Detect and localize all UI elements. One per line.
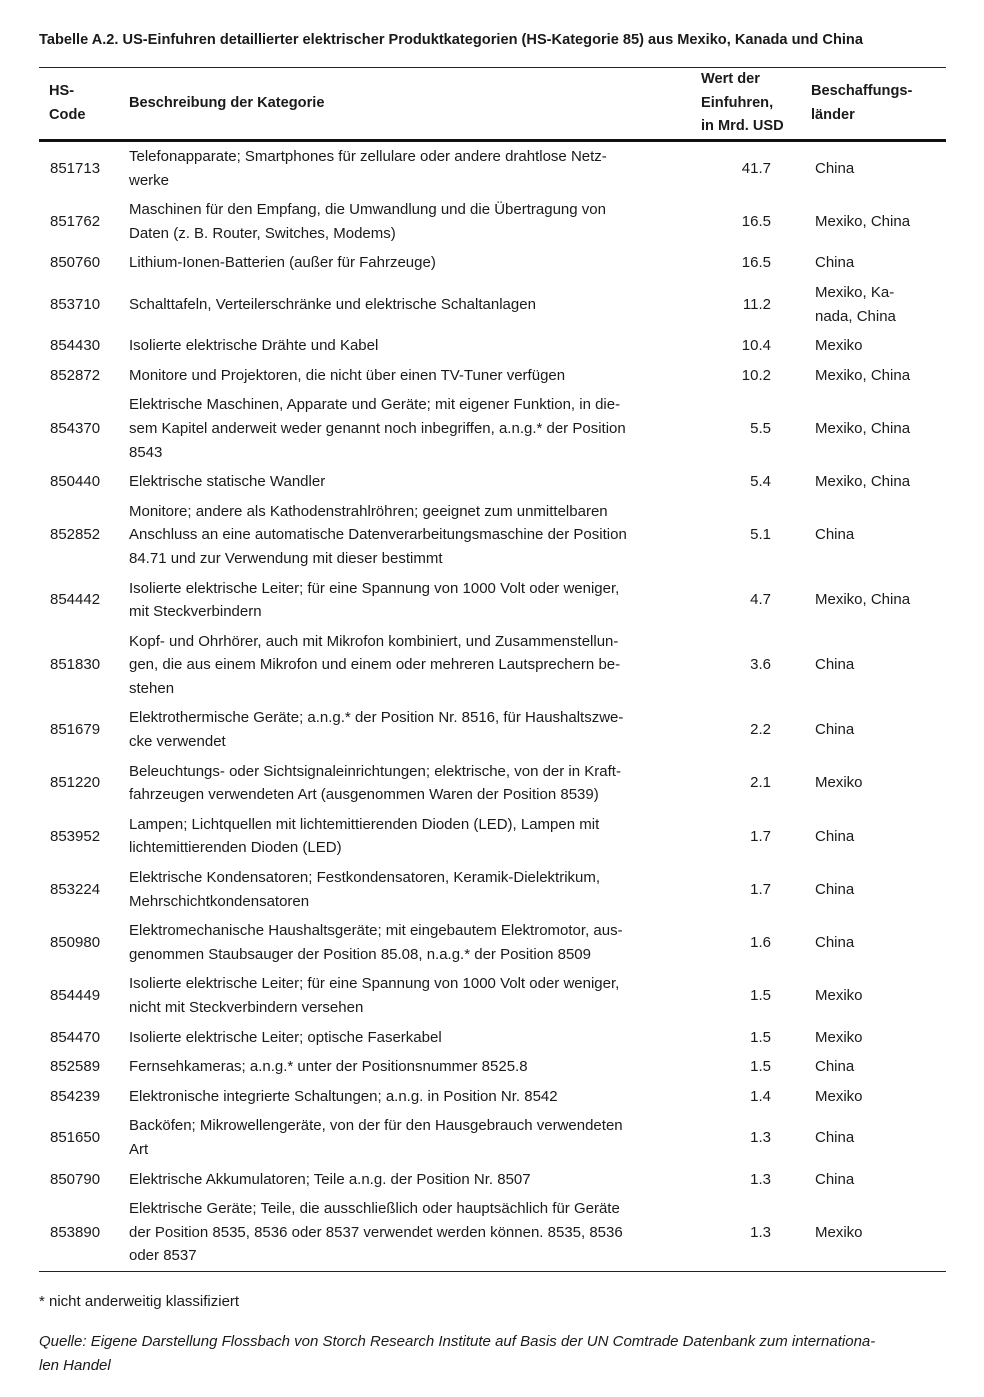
hs-code-cell: 854370	[50, 419, 101, 437]
table-row	[39, 574, 946, 627]
table-row	[39, 1052, 946, 1082]
source-countries-line: Mexiko	[815, 1223, 863, 1241]
description-cell	[119, 1023, 693, 1053]
source-countries-cell	[803, 331, 946, 361]
hs-code-cell: 851830	[50, 656, 101, 674]
description-cell	[119, 361, 693, 391]
table-row	[39, 390, 946, 467]
table-row	[39, 627, 946, 704]
source-countries-line: Mexiko	[815, 1087, 863, 1105]
description-line: Elektrische Geräte; Teile, die ausschließlich oder hauptsächlich für Geräte	[129, 1200, 620, 1218]
import-value-cell: 16.5	[741, 254, 771, 272]
table-row	[39, 810, 946, 863]
import-value-cell: 5.4	[750, 473, 771, 491]
source-note: Quelle: Eigene Darstellung Flossbach von Storch Research Institute auf Basis der UN Comtrade Datenbank zum internationa- len Handel	[39, 1333, 876, 1374]
source-countries-cell	[803, 390, 946, 467]
description-line: Isolierte elektrische Leiter; optische Faserkabel	[129, 1028, 442, 1046]
table-row	[39, 1082, 946, 1112]
source-countries-line: China	[815, 526, 855, 544]
description-line: Lithium-Ionen-Batterien (außer für Fahrzeuge)	[129, 254, 436, 272]
hs-code-cell: 854239	[50, 1087, 101, 1105]
description-line: Monitore; andere als Kathodenstrahlröhren; geeignet zum unmittelbaren	[129, 502, 608, 520]
import-value-cell: 1.7	[750, 880, 771, 898]
source-countries-line: Mexiko	[815, 987, 863, 1005]
description-line: Kopf- und Ohrhörer, auch mit Mikrofon kombiniert, und Zusammenstellun-	[129, 632, 619, 650]
source-countries-cell	[803, 1165, 946, 1195]
description-cell	[119, 863, 693, 916]
import-value-cell: 5.1	[750, 526, 771, 544]
import-value-cell: 1.6	[750, 934, 771, 952]
description-line: Isolierte elektrische Leiter; für eine Spannung von 1000 Volt oder weniger,	[129, 975, 620, 993]
import-value-cell: 1.4	[750, 1087, 771, 1105]
description-cell	[119, 810, 693, 863]
description-cell	[119, 195, 693, 248]
import-value-cell: 1.7	[750, 827, 771, 845]
table-row	[39, 916, 946, 969]
hs-code-cell: 854430	[50, 337, 101, 355]
hs-code-cell: 851713	[50, 159, 101, 177]
description-line: Isolierte elektrische Drähte und Kabel	[129, 337, 379, 355]
description-line: genommen Staubsauger der Position 85.08, n.a.g.* der Position 8509	[129, 945, 591, 963]
hs-code-cell: 851220	[50, 774, 101, 792]
source-countries-cell	[803, 1111, 946, 1164]
description-line: stehen	[129, 679, 175, 697]
table-row	[39, 278, 946, 331]
source-countries-cell	[803, 863, 946, 916]
description-line: Mehrschichtkondensatoren	[129, 892, 310, 910]
description-line: Elektrische Kondensatoren; Festkondensatoren, Keramik-Dielektrikum,	[129, 869, 601, 887]
description-line: lichtemittierenden Dioden (LED)	[129, 839, 342, 857]
description-line: werke	[129, 171, 170, 189]
table-container	[39, 67, 946, 1272]
description-line: oder 8537	[129, 1247, 197, 1265]
header-row	[39, 68, 946, 141]
import-value-cell: 1.5	[750, 1028, 771, 1046]
source-countries-cell	[803, 1194, 946, 1271]
description-cell	[119, 497, 693, 574]
table-row	[39, 195, 946, 248]
source-countries-cell	[803, 1052, 946, 1082]
source-countries-line: China	[815, 159, 855, 177]
description-line: der Position 8535, 8536 oder 8537 verwendet werden können. 8535, 8536	[129, 1223, 623, 1241]
source-countries-cell	[803, 969, 946, 1022]
description-cell	[119, 390, 693, 467]
source-countries-cell	[803, 195, 946, 248]
header-sources: Beschaffungs- länder	[803, 68, 946, 141]
source-countries-cell	[803, 574, 946, 627]
import-value-cell: 10.4	[741, 337, 771, 355]
hs-code-cell: 854470	[50, 1028, 101, 1046]
source-countries-line: Mexiko, China	[815, 212, 911, 230]
description-line: Fernsehkameras; a.n.g.* unter der Positionsnummer 8525.8	[129, 1058, 528, 1076]
description-line: 8543	[129, 443, 163, 461]
description-cell	[119, 916, 693, 969]
description-cell	[119, 141, 693, 196]
hs-code-cell: 854449	[50, 987, 101, 1005]
description-line: cke verwendet	[129, 733, 226, 751]
source-countries-line: China	[815, 1170, 855, 1188]
source-countries-line: Mexiko, Ka-	[815, 283, 895, 301]
source-countries-line: China	[815, 656, 855, 674]
table-body	[39, 141, 946, 1272]
source-countries-line: Mexiko, China	[815, 366, 911, 384]
import-value-cell: 3.6	[750, 656, 771, 674]
description-cell	[119, 574, 693, 627]
description-line: Isolierte elektrische Leiter; für eine Spannung von 1000 Volt oder weniger,	[129, 579, 620, 597]
table-row	[39, 497, 946, 574]
description-cell	[119, 1194, 693, 1271]
description-line: 84.71 und zur Verwendung mit dieser bestimmt	[129, 549, 443, 567]
table-row	[39, 703, 946, 756]
source-countries-cell	[803, 467, 946, 497]
description-line: Lampen; Lichtquellen mit lichtemittierenden Dioden (LED), Lampen mit	[129, 815, 600, 833]
import-value-cell: 1.3	[750, 1170, 771, 1188]
description-line: Beleuchtungs- oder Sichtsignaleinrichtungen; elektrische, von der in Kraft-	[129, 762, 621, 780]
footnote: * nicht anderweitig klassifiziert	[39, 1293, 240, 1310]
source-countries-cell	[803, 757, 946, 810]
hs-code-cell: 853224	[50, 880, 101, 898]
description-cell	[119, 1165, 693, 1195]
description-line: fahrzeugen verwendeten Art (ausgenommen Waren der Position 8539)	[129, 786, 599, 804]
import-value-cell: 2.2	[750, 721, 771, 739]
source-countries-cell	[803, 248, 946, 278]
hs-code-cell: 850980	[50, 934, 101, 952]
description-line: gen, die aus einem Mikrofon und einem oder mehreren Lautsprechern be-	[129, 656, 621, 674]
source-countries-cell	[803, 1082, 946, 1112]
description-line: Maschinen für den Empfang, die Umwandlung und die Übertragung von	[129, 201, 606, 219]
hs-code-cell: 851650	[50, 1129, 101, 1147]
source-countries-cell	[803, 278, 946, 331]
table-row	[39, 1023, 946, 1053]
description-cell	[119, 703, 693, 756]
source-countries-cell	[803, 703, 946, 756]
import-value-cell: 5.5	[750, 419, 771, 437]
hs-code-cell: 850440	[50, 473, 101, 491]
description-line: Elektrische Maschinen, Apparate und Geräte; mit eigener Funktion, in die-	[129, 396, 621, 414]
import-value-cell: 4.7	[750, 591, 771, 609]
hs-code-cell: 850790	[50, 1170, 101, 1188]
description-line: Elektrische statische Wandler	[129, 473, 326, 491]
table-row	[39, 361, 946, 391]
source-countries-line: Mexiko	[815, 337, 863, 355]
import-value-cell: 11.2	[742, 295, 771, 313]
source-countries-line: China	[815, 880, 855, 898]
table-row	[39, 969, 946, 1022]
description-cell	[119, 278, 693, 331]
table-row	[39, 248, 946, 278]
description-line: nicht mit Steckverbindern versehen	[129, 999, 364, 1016]
import-value-cell: 1.5	[750, 987, 771, 1005]
table-row	[39, 1194, 946, 1271]
table-row	[39, 863, 946, 916]
description-line: Art	[129, 1140, 149, 1158]
table-row	[39, 757, 946, 810]
source-countries-line: China	[815, 721, 855, 739]
hs-code-cell: 851679	[50, 721, 101, 739]
source-countries-line: Mexiko	[815, 1028, 863, 1046]
import-value-cell: 1.5	[750, 1058, 771, 1076]
source-countries-cell	[803, 497, 946, 574]
header-description: Beschreibung der Kategorie	[119, 68, 693, 141]
description-cell	[119, 969, 693, 1022]
source-countries-line: China	[815, 827, 855, 845]
description-line: Schalttafeln, Verteilerschränke und elektrische Schaltanlagen	[129, 295, 536, 313]
description-line: Elektromechanische Haushaltsgeräte; mit eingebautem Elektromotor, aus-	[129, 922, 623, 940]
table-row	[39, 141, 946, 196]
description-cell	[119, 757, 693, 810]
hs-code-cell: 851762	[50, 212, 101, 230]
description-cell	[119, 1082, 693, 1112]
description-cell	[119, 467, 693, 497]
source-countries-cell	[803, 361, 946, 391]
source-countries-line: China	[815, 1129, 855, 1147]
hs-code-cell: 853710	[50, 295, 101, 313]
source-countries-cell	[803, 627, 946, 704]
source-countries-line: Mexiko	[815, 774, 863, 792]
description-cell	[119, 248, 693, 278]
table-title: Tabelle A.2. US-Einfuhren detaillierter elektrischer Produktkategorien (HS-Kategorie 85) aus Mexiko, Kanada und China	[39, 32, 863, 48]
description-line: Backöfen; Mikrowellengeräte, von der für den Hausgebrauch verwendeten	[129, 1117, 623, 1135]
table-row	[39, 1111, 946, 1164]
description-line: Elektronische integrierte Schaltungen; a.n.g. in Position Nr. 8542	[129, 1087, 558, 1105]
hs-code-cell: 852872	[50, 366, 101, 384]
description-line: Monitore und Projektoren, die nicht über einen TV-Tuner verfügen	[129, 366, 566, 384]
import-value-cell: 10.2	[741, 366, 771, 384]
hs-code-cell: 852589	[50, 1058, 101, 1076]
hs-code-cell: 853952	[50, 827, 101, 845]
description-cell	[119, 1052, 693, 1082]
source-countries-line: Mexiko, China	[815, 591, 911, 609]
hs-code-cell: 853890	[50, 1223, 101, 1241]
imports-table	[39, 67, 946, 1272]
source-countries-line: China	[815, 934, 855, 952]
source-countries-line: China	[815, 254, 855, 272]
description-cell	[119, 331, 693, 361]
description-line: mit Steckverbindern	[129, 603, 262, 621]
source-countries-cell	[803, 1023, 946, 1053]
description-cell	[119, 627, 693, 704]
import-value-cell: 1.3	[750, 1223, 771, 1241]
import-value-cell: 41.7	[741, 159, 771, 177]
hs-code-cell: 850760	[50, 254, 101, 272]
description-line: Elektrothermische Geräte; a.n.g.* der Position Nr. 8516, für Haushaltszwe-	[129, 709, 624, 727]
import-value-cell: 1.3	[750, 1129, 771, 1147]
header-value: Wert der Einfuhren, in Mrd. USD	[693, 68, 803, 141]
description-line: Anschluss an eine automatische Datenverarbeitungsmaschine der Position	[129, 526, 627, 544]
table-row	[39, 1165, 946, 1195]
source-countries-line: Mexiko, China	[815, 419, 911, 437]
source-countries-line: Mexiko, China	[815, 473, 911, 491]
description-cell	[119, 1111, 693, 1164]
import-value-cell: 2.1	[750, 774, 771, 792]
source-countries-cell	[803, 141, 946, 196]
source-countries-line: China	[815, 1058, 855, 1076]
description-line: Daten (z. B. Router, Switches, Modems)	[129, 224, 396, 242]
description-line: sem Kapitel anderweit weder genannt noch inbegriffen, a.n.g.* der Position	[129, 419, 626, 437]
source-countries-line: nada, China	[815, 307, 896, 325]
description-line: Elektrische Akkumulatoren; Teile a.n.g. der Position Nr. 8507	[129, 1170, 531, 1188]
import-value-cell: 16.5	[741, 212, 771, 230]
source-countries-cell	[803, 916, 946, 969]
table-row	[39, 467, 946, 497]
description-line: Telefonapparate; Smartphones für zellulare oder andere drahtlose Netz-	[129, 148, 607, 165]
hs-code-cell: 852852	[50, 526, 101, 544]
source-countries-cell	[803, 810, 946, 863]
table-row	[39, 331, 946, 361]
hs-code-cell: 854442	[50, 591, 101, 609]
header-code: HS- Code	[39, 68, 119, 141]
